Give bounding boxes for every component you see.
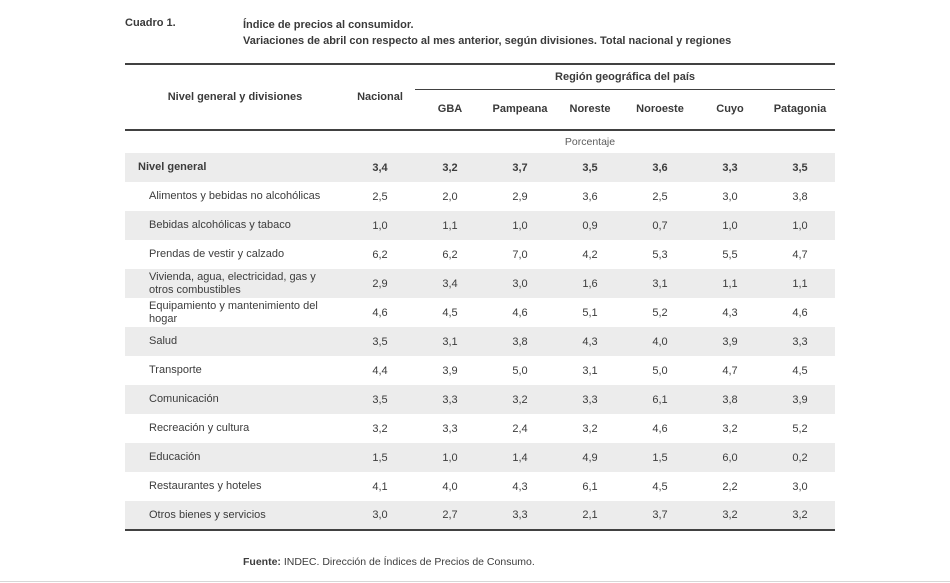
value-cell: 4,3 bbox=[722, 306, 738, 319]
value-cell: 4,5 bbox=[442, 306, 458, 319]
value-cell: 2,1 bbox=[582, 509, 598, 521]
table-row bbox=[125, 240, 835, 269]
row-label: Vivienda, agua, electricidad, gas y otros combustibles bbox=[149, 270, 316, 296]
value-cell: 4,1 bbox=[372, 480, 388, 493]
unit-label: Porcentaje bbox=[345, 130, 835, 153]
value-cell: 5,2 bbox=[652, 306, 668, 319]
header-row-region-group bbox=[125, 64, 835, 89]
value-cell: 2,5 bbox=[652, 190, 668, 203]
column-header-cuyo: Cuyo bbox=[695, 89, 765, 130]
value-cell: 3,8 bbox=[512, 335, 528, 348]
row-label: Transporte bbox=[149, 364, 202, 376]
value-cell: 4,9 bbox=[582, 451, 598, 464]
table-row bbox=[125, 501, 835, 530]
value-cell: 6,0 bbox=[722, 451, 738, 464]
value-cell: 3,0 bbox=[512, 277, 528, 290]
column-header-gba: GBA bbox=[415, 89, 485, 130]
row-label: Otros bienes y servicios bbox=[149, 508, 266, 521]
value-cell: 0,7 bbox=[652, 219, 668, 232]
table-row bbox=[125, 269, 835, 298]
value-cell: 4,5 bbox=[792, 364, 808, 377]
table-row bbox=[125, 414, 835, 443]
value-cell: 1,0 bbox=[512, 219, 528, 232]
row-label: Prendas de vestir y calzado bbox=[149, 248, 285, 260]
value-cell: 4,0 bbox=[442, 480, 458, 493]
value-cell: 1,0 bbox=[792, 219, 808, 232]
value-cell: 4,6 bbox=[792, 306, 808, 319]
value-cell: 5,0 bbox=[652, 364, 668, 377]
value-cell: 3,6 bbox=[652, 161, 668, 174]
table-description-line1: Índice de precios al consumidor. bbox=[243, 19, 414, 31]
table-description-line2: Variaciones de abril con respecto al mes anterior, según divisiones. Total nacional y regiones bbox=[243, 35, 732, 47]
value-cell: 5,3 bbox=[652, 248, 668, 261]
value-cell: 3,9 bbox=[792, 393, 808, 406]
value-cell: 3,5 bbox=[792, 161, 808, 174]
row-label: Salud bbox=[149, 335, 178, 347]
value-cell: 2,9 bbox=[512, 190, 528, 203]
value-cell: 3,4 bbox=[442, 277, 458, 290]
table-row bbox=[125, 298, 835, 327]
column-header-noroeste: Noroeste bbox=[625, 89, 695, 130]
column-header-patagonia: Patagonia bbox=[765, 89, 835, 130]
table-body bbox=[125, 153, 835, 530]
column-group-header-region: Región geográfica del país bbox=[415, 64, 835, 89]
value-cell: 3,9 bbox=[442, 364, 458, 377]
value-cell: 1,5 bbox=[372, 451, 388, 464]
value-cell: 1,1 bbox=[722, 277, 738, 290]
value-cell: 3,0 bbox=[792, 480, 808, 493]
value-cell: 4,4 bbox=[372, 364, 388, 377]
value-cell: 3,2 bbox=[442, 161, 458, 174]
value-cell: 5,0 bbox=[512, 364, 528, 377]
source-note bbox=[243, 556, 535, 568]
table-row bbox=[125, 472, 835, 501]
value-cell: 3,3 bbox=[582, 393, 598, 406]
value-cell: 1,0 bbox=[442, 451, 458, 464]
value-cell: 3,3 bbox=[722, 161, 738, 174]
value-cell: 6,1 bbox=[582, 480, 598, 493]
row-label: Nivel general bbox=[138, 161, 207, 173]
table-description bbox=[243, 17, 731, 49]
value-cell: 4,0 bbox=[652, 335, 668, 348]
cuadro-number-label: Cuadro 1. bbox=[125, 17, 176, 29]
value-cell: 3,3 bbox=[512, 509, 528, 521]
value-cell: 4,7 bbox=[722, 364, 738, 377]
value-cell: 6,1 bbox=[652, 393, 668, 406]
page-bottom-edge bbox=[0, 581, 950, 582]
table-row bbox=[125, 443, 835, 472]
row-label: Equipamiento y mantenimiento del hogar bbox=[149, 299, 318, 325]
row-label: Bebidas alcohólicas y tabaco bbox=[149, 219, 291, 231]
row-label: Comunicación bbox=[149, 393, 219, 405]
row-label: Alimentos y bebidas no alcohólicas bbox=[149, 190, 321, 202]
value-cell: 3,8 bbox=[792, 190, 808, 203]
value-cell: 3,0 bbox=[372, 509, 388, 521]
value-cell: 4,7 bbox=[792, 248, 808, 261]
table-row bbox=[125, 356, 835, 385]
value-cell: 3,2 bbox=[512, 393, 528, 406]
unit-row bbox=[125, 130, 835, 153]
value-cell: 1,5 bbox=[652, 451, 668, 464]
value-cell: 3,2 bbox=[372, 422, 388, 435]
value-cell: 3,4 bbox=[372, 161, 388, 174]
value-cell: 3,3 bbox=[792, 335, 808, 348]
value-cell: 1,4 bbox=[512, 451, 528, 464]
column-header-nacional: Nacional bbox=[345, 64, 415, 130]
value-cell: 3,2 bbox=[722, 422, 738, 435]
value-cell: 4,6 bbox=[372, 306, 388, 319]
value-cell: 3,8 bbox=[722, 393, 738, 406]
value-cell: 3,0 bbox=[722, 190, 738, 203]
row-label: Educación bbox=[149, 451, 201, 463]
column-header-divisions: Nivel general y divisiones bbox=[125, 64, 345, 130]
value-cell: 3,5 bbox=[372, 393, 388, 406]
ipc-variations-table bbox=[125, 63, 835, 531]
value-cell: 3,2 bbox=[792, 509, 808, 521]
value-cell: 5,2 bbox=[792, 422, 808, 435]
value-cell: 2,9 bbox=[372, 277, 388, 290]
value-cell: 3,6 bbox=[582, 190, 598, 203]
value-cell: 6,2 bbox=[442, 248, 458, 261]
source-label: Fuente: bbox=[243, 556, 281, 568]
value-cell: 0,2 bbox=[792, 451, 808, 464]
table-row bbox=[125, 153, 835, 182]
value-cell: 3,2 bbox=[722, 509, 738, 521]
value-cell: 3,1 bbox=[582, 364, 598, 377]
value-cell: 2,0 bbox=[442, 190, 458, 203]
value-cell: 2,7 bbox=[442, 509, 458, 521]
value-cell: 3,7 bbox=[512, 161, 528, 174]
value-cell: 3,7 bbox=[652, 509, 668, 521]
unit-row-spacer bbox=[125, 130, 345, 153]
value-cell: 3,1 bbox=[652, 277, 668, 290]
value-cell: 3,3 bbox=[442, 393, 458, 406]
value-cell: 2,2 bbox=[722, 480, 738, 493]
value-cell: 3,1 bbox=[442, 335, 458, 348]
value-cell: 4,6 bbox=[652, 422, 668, 435]
table-row bbox=[125, 182, 835, 211]
value-cell: 1,0 bbox=[372, 219, 388, 232]
value-cell: 1,6 bbox=[582, 277, 598, 290]
value-cell: 5,5 bbox=[722, 248, 738, 261]
row-label: Recreación y cultura bbox=[149, 422, 250, 434]
value-cell: 2,4 bbox=[512, 422, 528, 435]
value-cell: 5,1 bbox=[582, 306, 598, 319]
value-cell: 1,1 bbox=[792, 277, 808, 290]
value-cell: 3,3 bbox=[442, 422, 458, 435]
value-cell: 3,5 bbox=[372, 335, 388, 348]
value-cell: 2,5 bbox=[372, 190, 388, 203]
value-cell: 4,2 bbox=[582, 248, 598, 261]
value-cell: 4,6 bbox=[512, 306, 528, 319]
table-header bbox=[125, 64, 835, 153]
source-text: INDEC. Dirección de Índices de Precios de Consumo. bbox=[280, 556, 535, 568]
value-cell: 3,2 bbox=[582, 422, 598, 435]
table-title-block bbox=[125, 17, 731, 49]
table-row bbox=[125, 385, 835, 414]
value-cell: 3,5 bbox=[582, 161, 598, 174]
value-cell: 7,0 bbox=[512, 248, 528, 261]
row-label: Restaurantes y hoteles bbox=[149, 480, 262, 492]
table-row bbox=[125, 211, 835, 240]
value-cell: 1,0 bbox=[722, 219, 738, 232]
value-cell: 3,9 bbox=[722, 335, 738, 348]
column-header-noreste: Noreste bbox=[555, 89, 625, 130]
value-cell: 4,3 bbox=[582, 335, 598, 348]
value-cell: 0,9 bbox=[582, 219, 598, 232]
value-cell: 6,2 bbox=[372, 248, 388, 261]
value-cell: 4,5 bbox=[652, 480, 668, 493]
table-row bbox=[125, 327, 835, 356]
value-cell: 4,3 bbox=[512, 480, 528, 493]
column-header-pampeana: Pampeana bbox=[485, 89, 555, 130]
value-cell: 1,1 bbox=[442, 219, 458, 232]
